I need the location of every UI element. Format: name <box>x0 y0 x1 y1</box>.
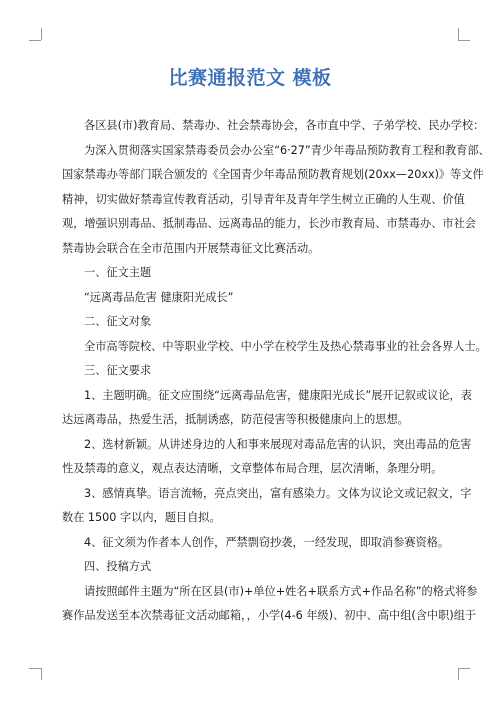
document-title: 比赛通报范文 模板 <box>168 67 332 89</box>
crop-mark-bottom-right <box>458 668 470 669</box>
section-heading: 一、征文主题 <box>84 266 152 279</box>
paragraph-line: 3、感情真挚。语言流畅，亮点突出，富有感染力。文体为议论文或记叙文，字 <box>84 486 472 500</box>
paragraph-line: 4、征文须为作者本人创作，严禁剽窃抄袭，一经发现，即取消参赛资格。 <box>84 535 450 549</box>
section-heading: 二、征文对象 <box>84 315 152 328</box>
section-heading: 四、投稿方式 <box>84 560 152 573</box>
paragraph-line: 请按照邮件主题为“所在区县(市)+单位+姓名+联系方式+作品名称”的格式将参 <box>84 584 478 598</box>
section-heading: 三、征文要求 <box>84 364 152 377</box>
paragraph-line: 精神，切实做好禁毒宣传教育活动，引导青年及青年学生树立正确的人生观、价值 <box>62 192 465 206</box>
paragraph-line: “远离毒品危害 健康阳光成长” <box>84 290 234 304</box>
paragraph-line: 国家禁毒办等部门联合颁发的《全国青少年毒品预防教育规划(20xx—20xx)》等文件 <box>62 168 484 181</box>
crop-mark-top-left <box>29 40 41 41</box>
paragraph-line: 赛作品发送至本次禁毒征文活动邮箱，，小学(4-6 年级)、初中、高中组(含中职)组于 <box>62 609 477 622</box>
crop-mark-bottom-left <box>29 668 41 669</box>
paragraph-line: 全市高等院校、中等职业学校、中小学在校学生及热心禁毒事业的社会各界人士。 <box>84 339 487 353</box>
paragraph-line: 2、选材新颖。从讲述身边的人和事来展现对毒品危害的认识，突出毒品的危害 <box>84 437 472 451</box>
crop-mark-top-left <box>41 28 42 40</box>
document-body <box>62 114 490 629</box>
paragraph-line: 数在 1500 字以内，题目自拟。 <box>62 511 221 524</box>
paragraph-line: 观，增强识别毒品、抵制毒品、远离毒品的能力，长沙市教育局、市禁毒办、市社会 <box>62 217 476 230</box>
paragraph-line: 达远离毒品，热爱生活，抵制诱惑，防范侵害等积极健康向上的思想。 <box>62 413 409 426</box>
crop-mark-bottom-right <box>458 668 459 680</box>
paragraph-line: 性及禁毒的意义，观点表达清晰，文章整体布局合理，层次清晰，条理分明。 <box>62 462 443 475</box>
paragraph-line: 1、主题明确。征文应围绕“远离毒品危害，健康阳光成长”展开记叙或议论，表 <box>84 388 472 402</box>
paragraph-line: 禁毒协会联合在全市范围内开展禁毒征文比赛活动。 <box>62 241 320 255</box>
paragraph-line: 为深入贯彻落实国家禁毒委员会办公室“6·27”青少年毒品预防教育工程和教育部、 <box>84 143 490 157</box>
salutation-line: 各区县(市)教育局、禁毒办、社会禁毒协会，各市直中学、子弟学校、民办学校： <box>84 119 485 132</box>
crop-mark-top-right <box>458 28 459 40</box>
crop-mark-bottom-left <box>41 668 42 680</box>
crop-mark-top-right <box>458 40 470 41</box>
